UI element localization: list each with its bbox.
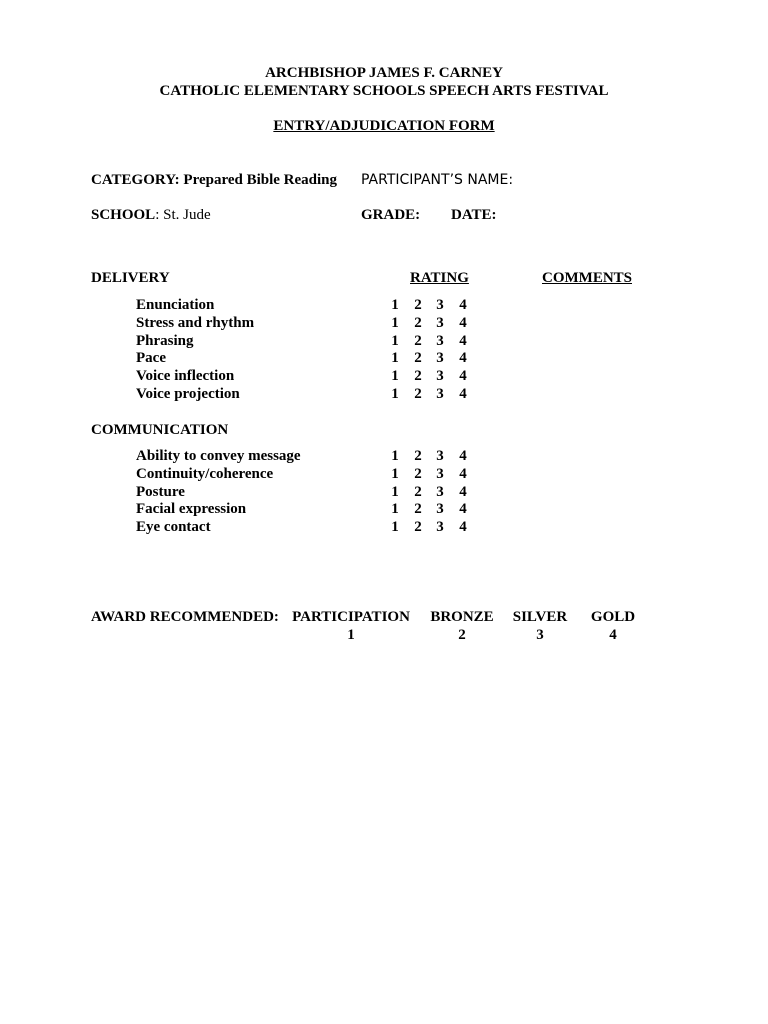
criterion-label: Enunciation <box>136 297 215 313</box>
rating-option[interactable]: 2 <box>414 519 422 536</box>
header-line-2: CATHOLIC ELEMENTARY SCHOOLS SPEECH ARTS FESTIVAL <box>159 83 609 99</box>
rating-option[interactable]: 2 <box>414 332 422 349</box>
criterion-label: Facial expression <box>136 501 247 518</box>
school-line <box>91 207 211 224</box>
criterion-label: Stress and rhythm <box>136 314 255 331</box>
header-line-1: ARCHBISHOP JAMES F. CARNEY <box>265 65 503 81</box>
rating-option[interactable]: 3 <box>436 465 444 482</box>
award-level-value: 1 <box>347 627 355 643</box>
rating-option[interactable]: 4 <box>459 297 467 313</box>
rating-option[interactable]: 1 <box>391 386 399 402</box>
rating-option[interactable]: 1 <box>391 448 399 464</box>
rating-option[interactable]: 2 <box>414 297 422 313</box>
criterion-row <box>0 350 768 368</box>
delivery-heading: DELIVERY <box>91 270 170 286</box>
rating-option[interactable]: 1 <box>391 297 399 313</box>
rating-option[interactable]: 2 <box>414 465 422 482</box>
award-level-name[interactable]: GOLD <box>590 609 636 625</box>
rating-option[interactable]: 3 <box>436 314 444 331</box>
participant-name-label: PARTICIPANT’S NAME: <box>361 172 514 188</box>
rating-option[interactable]: 4 <box>459 483 467 500</box>
rating-option[interactable]: 3 <box>436 448 444 464</box>
grade-label: GRADE: <box>361 207 421 223</box>
criterion-label: Posture <box>136 483 185 500</box>
criterion-row <box>0 368 768 386</box>
criterion-label: Pace <box>136 350 166 367</box>
rating-option[interactable]: 1 <box>391 332 399 349</box>
criterion-row <box>0 386 768 404</box>
rating-option[interactable]: 1 <box>391 350 399 367</box>
criterion-label: Voice inflection <box>136 368 235 385</box>
award-level-value: 3 <box>536 627 544 643</box>
rating-option[interactable]: 1 <box>391 368 399 385</box>
rating-option[interactable]: 2 <box>414 501 422 518</box>
form-title: ENTRY/ADJUDICATION FORM <box>273 118 495 134</box>
rating-option[interactable]: 4 <box>459 350 467 367</box>
criterion-label: Ability to convey message <box>136 448 301 464</box>
criterion-label: Voice projection <box>136 386 240 402</box>
rating-option[interactable]: 3 <box>436 501 444 518</box>
rating-option[interactable]: 1 <box>391 314 399 331</box>
category-line <box>91 172 337 189</box>
communication-heading: COMMUNICATION <box>91 422 229 438</box>
rating-option[interactable]: 3 <box>436 519 444 536</box>
rating-heading: RATING <box>410 270 469 286</box>
award-level-name[interactable]: BRONZE <box>430 609 494 625</box>
rating-option[interactable]: 4 <box>459 368 467 385</box>
rating-option[interactable]: 2 <box>414 314 422 331</box>
rating-option[interactable]: 4 <box>459 448 467 464</box>
date-label: DATE: <box>451 207 497 223</box>
school-value: : St. Jude <box>155 207 211 223</box>
rating-option[interactable]: 4 <box>459 465 467 482</box>
criterion-row <box>0 448 768 466</box>
award-level-value: 2 <box>458 627 466 643</box>
rating-option[interactable]: 2 <box>414 483 422 500</box>
award-label: AWARD RECOMMENDED: <box>91 609 279 625</box>
award-level-value: 4 <box>609 627 617 643</box>
rating-option[interactable]: 4 <box>459 314 467 331</box>
rating-option[interactable]: 1 <box>391 483 399 500</box>
rating-option[interactable]: 2 <box>414 386 422 402</box>
award-level-name[interactable]: PARTICIPATION <box>292 609 410 625</box>
category-value: Prepared Bible Reading <box>183 172 338 188</box>
criterion-row <box>0 519 768 537</box>
category-label: CATEGORY: <box>91 172 180 188</box>
school-label: SCHOOL <box>91 207 156 223</box>
criterion-row <box>0 466 768 484</box>
award-level-name[interactable]: SILVER <box>512 609 568 625</box>
rating-option[interactable]: 3 <box>436 332 444 349</box>
criterion-label: Eye contact <box>136 519 211 536</box>
rating-option[interactable]: 2 <box>414 350 422 367</box>
criterion-row <box>0 297 768 315</box>
criterion-label: Continuity/coherence <box>136 465 274 482</box>
rating-option[interactable]: 4 <box>459 501 467 518</box>
rating-option[interactable]: 1 <box>391 501 399 518</box>
rating-option[interactable]: 4 <box>459 519 467 536</box>
criterion-row <box>0 333 768 351</box>
rating-option[interactable]: 3 <box>436 386 444 402</box>
rating-option[interactable]: 2 <box>414 368 422 385</box>
rating-option[interactable]: 1 <box>391 519 399 536</box>
rating-option[interactable]: 3 <box>436 350 444 367</box>
criterion-label: Phrasing <box>136 332 194 349</box>
rating-option[interactable]: 3 <box>436 297 444 313</box>
rating-option[interactable]: 4 <box>459 386 467 402</box>
criterion-row <box>0 501 768 519</box>
comments-heading: COMMENTS <box>542 270 632 286</box>
rating-option[interactable]: 1 <box>391 465 399 482</box>
rating-option[interactable]: 2 <box>414 448 422 464</box>
criterion-row <box>0 484 768 502</box>
rating-option[interactable]: 4 <box>459 332 467 349</box>
criterion-row <box>0 315 768 333</box>
rating-option[interactable]: 3 <box>436 483 444 500</box>
rating-option[interactable]: 3 <box>436 368 444 385</box>
